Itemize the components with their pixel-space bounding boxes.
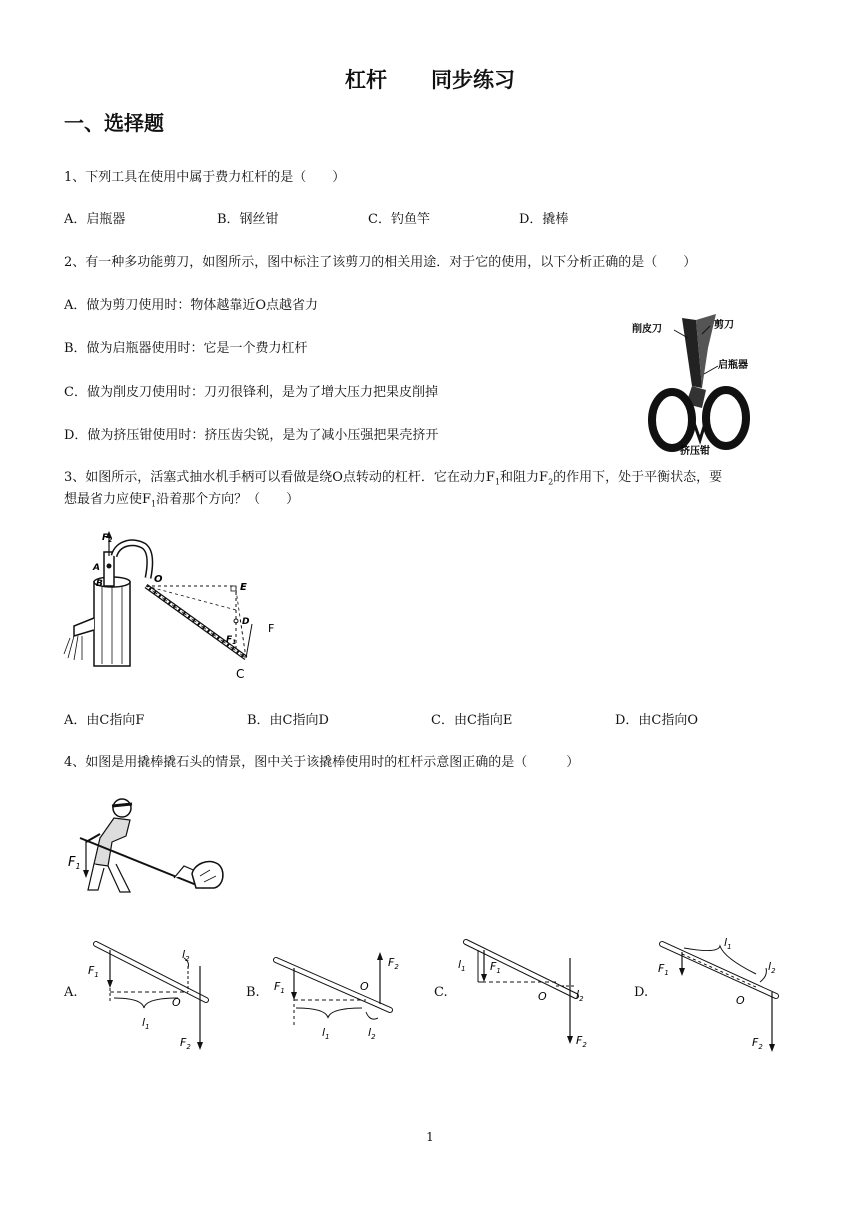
worker-illustration (86, 799, 132, 892)
svg-text:O: O (172, 996, 181, 1009)
section-heading: 一、选择题 (64, 111, 164, 135)
q2-option-b: B．做为启瓶器使用时：它是一个费力杠杆 (64, 341, 308, 356)
q2-option-c: C．做为削皮刀使用时：刀刃很锋利，是为了增大压力把果皮削掉 (64, 385, 438, 400)
label-f2: $F_2$ (102, 533, 113, 544)
svg-text:l1: $l_1$ (322, 1026, 330, 1041)
label-f1: $F_1$ (68, 855, 81, 871)
q3-stem-1c: 的作用下，处于平衡状态，要 (553, 470, 723, 485)
crowbar-scene-figure (64, 792, 244, 900)
q4-option-a-label: A. (64, 985, 78, 1000)
q1-option-c: C．钓鱼竿 (368, 212, 430, 227)
q3-stem-line1 (64, 466, 722, 487)
label-e: E (240, 582, 247, 593)
svg-text:F2: $F_2$ (388, 956, 399, 971)
q4-option-b-label: B. (246, 985, 260, 1000)
q4-option-b-figure (266, 938, 406, 1048)
q4-option-d-label: D. (634, 985, 649, 1000)
label-opener: 启瓶器 (718, 360, 748, 371)
q3-stem-1b: 和阻力F (500, 470, 549, 485)
q2-stem: 2、有一种多功能剪刀，如图所示，图中标注了该剪刀的相关用途．对于它的使用，以下分析正确的是（ ） (64, 255, 697, 270)
svg-text:l2: $l_2$ (368, 1026, 376, 1041)
q3-stem-line2 (64, 488, 299, 509)
page-title (0, 64, 860, 94)
q4-stem: 4、如图是用撬棒撬石头的情景，图中关于该撬棒使用时的杠杆示意图正确的是（ ） (64, 755, 580, 770)
label-peeler: 削皮刀 (632, 324, 662, 335)
svg-text:O: O (736, 994, 745, 1007)
scissors-figure (630, 308, 760, 456)
q1-option-b: B．钢丝钳 (217, 212, 279, 227)
q3-sub-2: 2 (548, 477, 554, 487)
pump-figure (62, 528, 292, 686)
label-f: F (268, 622, 275, 635)
svg-text:l2: $l_2$ (768, 960, 776, 975)
svg-text:F2: $F_2$ (576, 1034, 587, 1049)
q4-option-c-figure (452, 936, 592, 1052)
q3-sub-1b: 1 (151, 499, 157, 509)
q1-option-d: D．撬棒 (519, 212, 569, 227)
page-number: 1 (426, 1130, 434, 1144)
label-d: D (242, 617, 250, 627)
q3-option-b: B．由C指向D (247, 713, 329, 728)
svg-text:l1: $l_1$ (142, 1016, 150, 1031)
label-squeezer: 挤压钳 (680, 446, 710, 456)
label-f1: $F_1$ (226, 635, 237, 646)
svg-text:F2: $F_2$ (180, 1036, 191, 1051)
svg-text:l1: $l_1$ (458, 958, 466, 973)
q3-sub-1: 1 (494, 477, 501, 487)
svg-text:O: O (538, 990, 547, 1003)
title-sub: 同步练习 (431, 68, 515, 92)
svg-text:l2: $l_2$ (182, 948, 190, 963)
label-o: O (154, 574, 163, 585)
label-a: A (93, 563, 100, 573)
svg-text:l1: $l_1$ (724, 936, 732, 951)
q3-stem-2b: 沿着那个方向？（ ） (156, 492, 300, 507)
svg-text:F1: $F_1$ (274, 980, 285, 995)
q3-option-a: A．由C指向F (64, 713, 145, 728)
q3-stem-1a: 3、如图所示，活塞式抽水机手柄可以看做是绕O点转动的杠杆．它在动力F (64, 470, 495, 485)
pump-body (64, 543, 150, 666)
svg-text:l2: $l_2$ (576, 988, 584, 1003)
stone (192, 862, 223, 888)
svg-text:F1: $F_1$ (88, 964, 99, 979)
q4-option-c-label: C. (434, 985, 448, 1000)
q4-option-d-figure (648, 930, 788, 1056)
title-main: 杠杆 (345, 68, 387, 92)
label-c: C (236, 667, 245, 681)
q1-option-a: A．启瓶器 (64, 212, 126, 227)
svg-text:F1: $F_1$ (490, 960, 501, 975)
label-scissors: 剪刀 (714, 320, 734, 331)
svg-text:F1: $F_1$ (658, 962, 669, 977)
svg-text:F2: $F_2$ (752, 1036, 763, 1051)
q3-stem-2a: 想最省力应使F (64, 492, 152, 507)
q3-option-d: D．由C指向O (615, 713, 699, 728)
q2-option-d: D．做为挤压钳使用时：挤压齿尖锐，是为了减小压强把果壳挤开 (64, 428, 439, 443)
q4-option-a-figure (84, 936, 224, 1054)
svg-text:O: O (360, 980, 369, 993)
q2-option-a: A．做为剪刀使用时：物体越靠近O点越省力 (64, 298, 319, 313)
q1-stem: 1、下列工具在使用中属于费力杠杆的是（ ） (64, 170, 346, 185)
q3-option-c: C．由C指向E (431, 713, 513, 728)
label-b: B (96, 579, 103, 589)
